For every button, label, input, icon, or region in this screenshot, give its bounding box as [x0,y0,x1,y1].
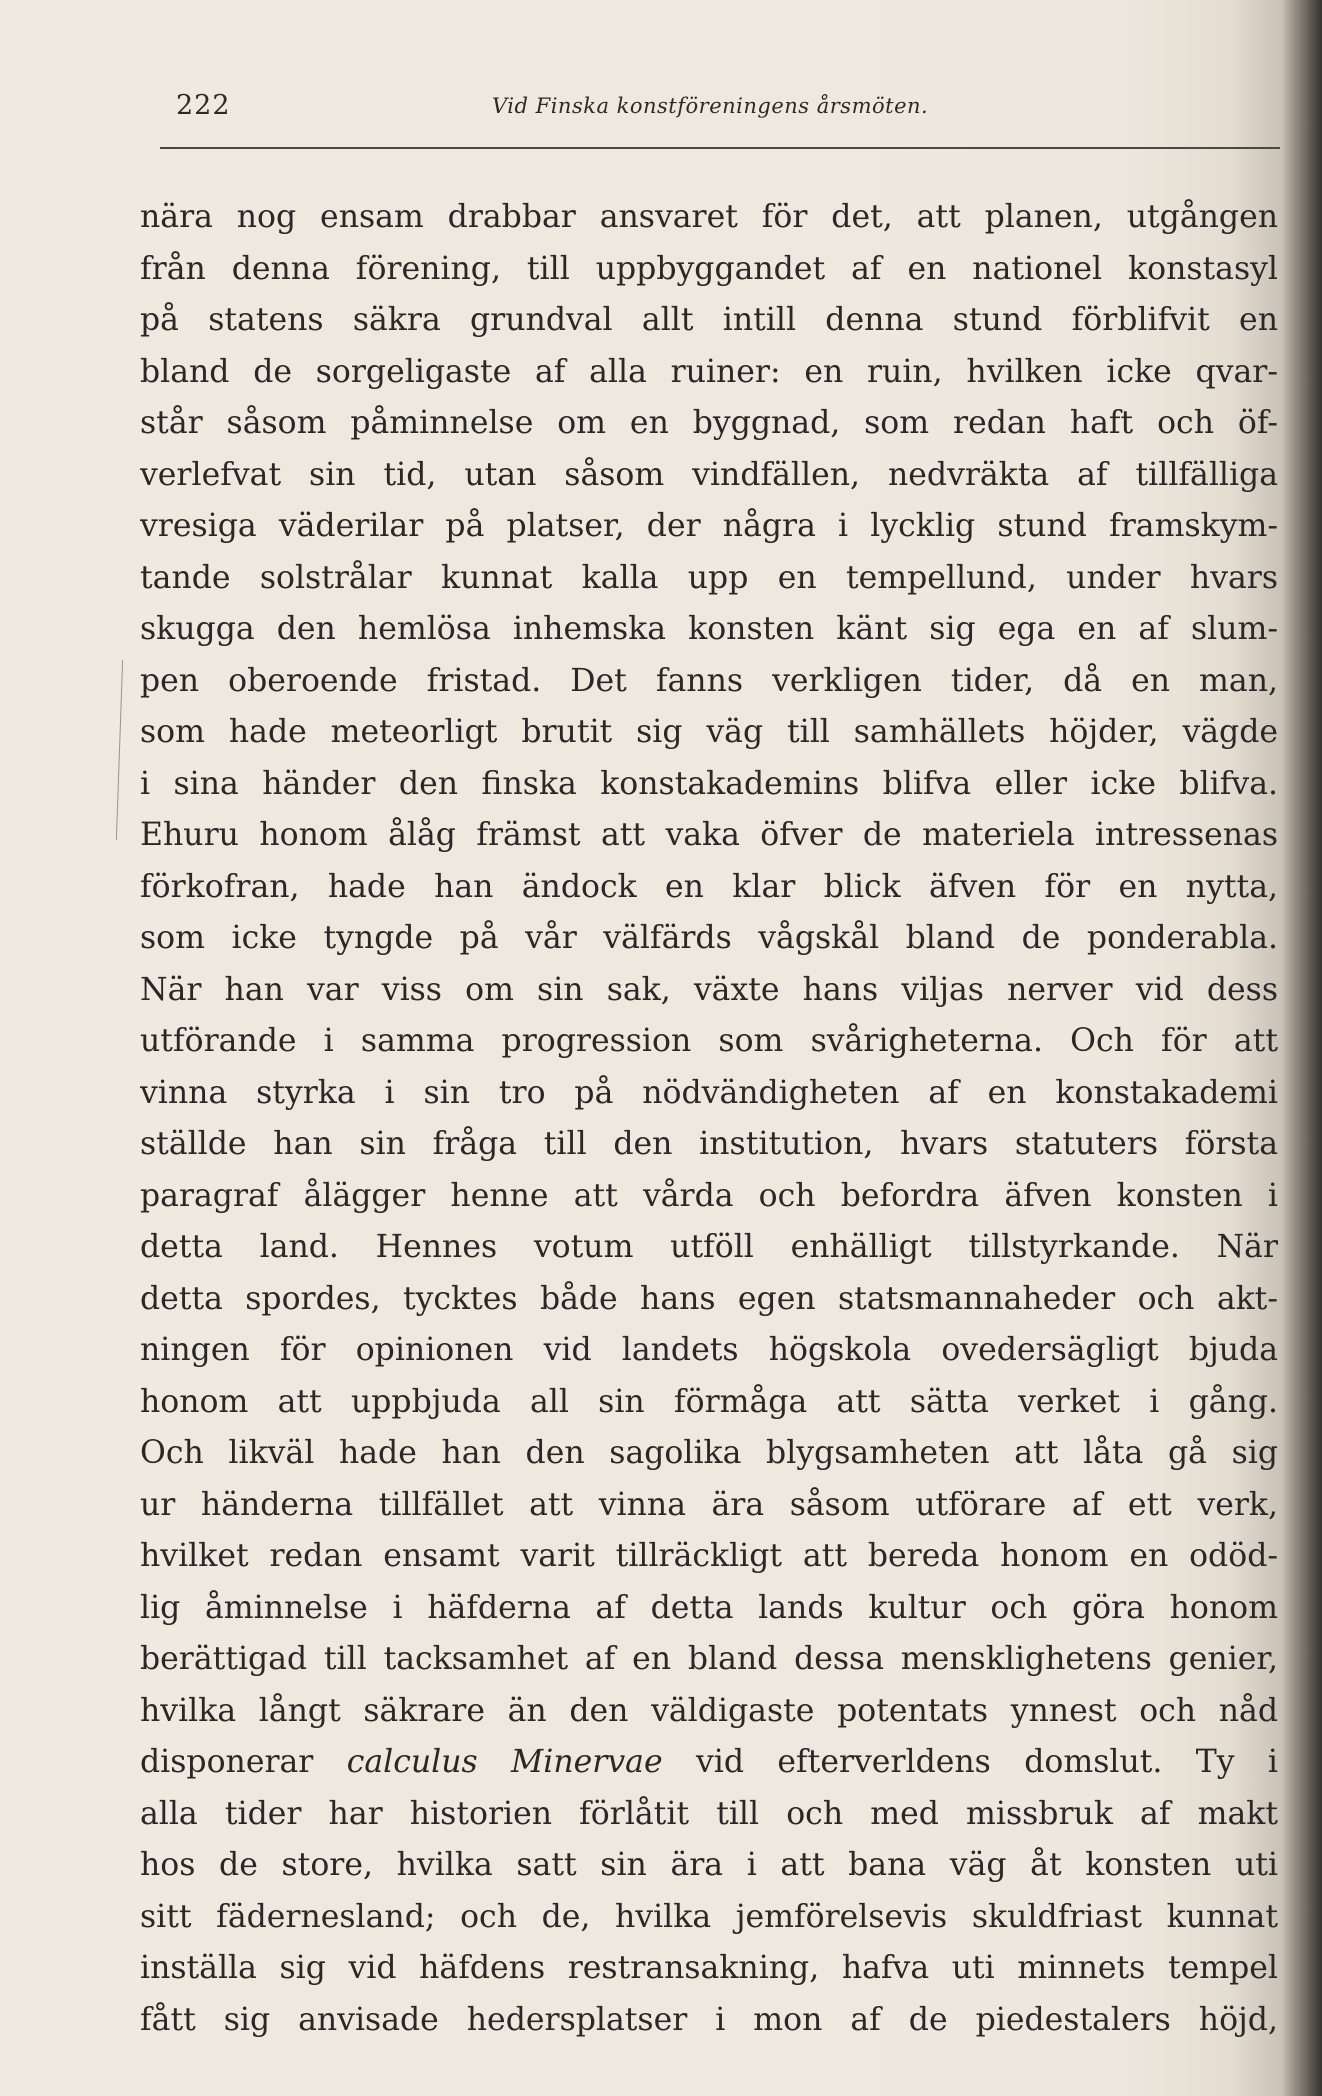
text-line: från denna förening, till uppbyggandet af en nationel konstasyl [140,250,1278,287]
text-line: detta spordes, tycktes både hans egen statsmannaheder och akt- [140,1280,1278,1317]
text-line: som hade meteorligt brutit sig väg till samhällets höjder, vägde [140,714,1278,750]
text-segment: disponerar [140,1744,347,1780]
text-line: hvilket redan ensamt varit tillräckligt att bereda honom en odöd- [140,1538,1278,1574]
text-line: ningen för opinionen vid landets högskola ovedersägligt bjuda [140,1332,1278,1368]
text-line: När han var viss om sin sak, växte hans viljas nerver vid dess [140,971,1278,1008]
text-line: paragraf ålägger henne att vårda och befordra äfven konsten i [140,1177,1278,1214]
text-line: ställde han sin fråga till den institution, hvars statuters första [140,1126,1278,1162]
running-head: Vid Finska konstföreningens årsmöten. [492,94,929,118]
page-header [140,88,1270,138]
text-line: på statens säkra grundval allt intill denna stund förblifvit en [140,302,1278,338]
text-line: Ehuru honom ålåg främst att vaka öfver de materiela intressenas [140,817,1278,853]
page-spine-shadow [1282,0,1322,2096]
text-line: vinna styrka i sin tro på nödvändigheten af en konstakademi [140,1074,1278,1111]
text-line: i sina händer den finska konstakademins blifva eller icke blifva. [140,765,1278,802]
text-line: står såsom påminnelse om en byggnad, som redan haft och öf- [140,405,1278,441]
text-line: detta land. Hennes votum utföll enhälligt tillstyrkande. När [140,1229,1278,1265]
text-line: hos de store, hvilka satt sin ära i att bana väg åt konsten uti [140,1847,1278,1883]
text-line: inställa sig vid häfdens restransakning, hafva uti minnets tempel [140,1950,1278,1986]
text-line: utförande i samma progression som svårigheterna. Och för att [140,1023,1278,1059]
text-line: bland de sorgeligaste af alla ruiner: en ruin, hvilken icke qvar- [140,353,1278,390]
text-line: tande solstrålar kunnat kalla upp en tempellund, under hvars [140,559,1278,596]
text-line: lig åminnelse i häfderna af detta lands kultur och göra honom [140,1589,1278,1626]
margin-pencil-mark [116,660,123,840]
text-line: vresiga väderilar på platser, der några i lycklig stund framskym- [140,508,1278,544]
text-line: skugga den hemlösa inhemska konsten känt sig ega en af slum- [140,611,1278,647]
italic-phrase: calculus Minervae [346,1744,663,1780]
page-number: 222 [176,90,231,121]
text-line: pen oberoende fristad. Det fanns verkligen tider, då en man, [140,662,1278,699]
text-line: Och likväl hade han den sagolika blygsamheten att låta gå sig [140,1435,1278,1471]
text-line: alla tider har historien förlåtit till och med missbruk af makt [140,1795,1278,1832]
text-line: honom att uppbjuda all sin förmåga att sätta verket i gång. [140,1383,1278,1420]
text-segment: vid efterverldens domslut. Ty i [662,1744,1278,1780]
text-line: nära nog ensam drabbar ansvaret för det, att planen, utgången [140,199,1278,235]
text-line-with-italic [140,1737,1278,1789]
text-line: förkofran, hade han ändock en klar blick äfven för en nytta, [140,868,1278,905]
text-line: som icke tyngde på vår välfärds vågskål bland de ponderabla. [140,920,1278,956]
text-line: verlefvat sin tid, utan såsom vindfällen, nedvräkta af tillfälliga [140,456,1278,493]
body-text [140,192,1278,2046]
text-line: sitt fädernesland; och de, hvilka jemförelsevis skuldfriast kunnat [140,1898,1278,1935]
text-line: hvilka långt säkrare än den väldigaste potentats ynnest och nåd [140,1692,1278,1729]
header-rule [160,147,1280,149]
text-line: berättigad till tacksamhet af en bland dessa mensklighetens genier, [140,1641,1278,1677]
text-line: fått sig anvisade hedersplatser i mon af de piedestalers höjd, [140,2001,1278,2038]
text-line: ur händerna tillfället att vinna ära såsom utförare af ett verk, [140,1486,1278,1523]
